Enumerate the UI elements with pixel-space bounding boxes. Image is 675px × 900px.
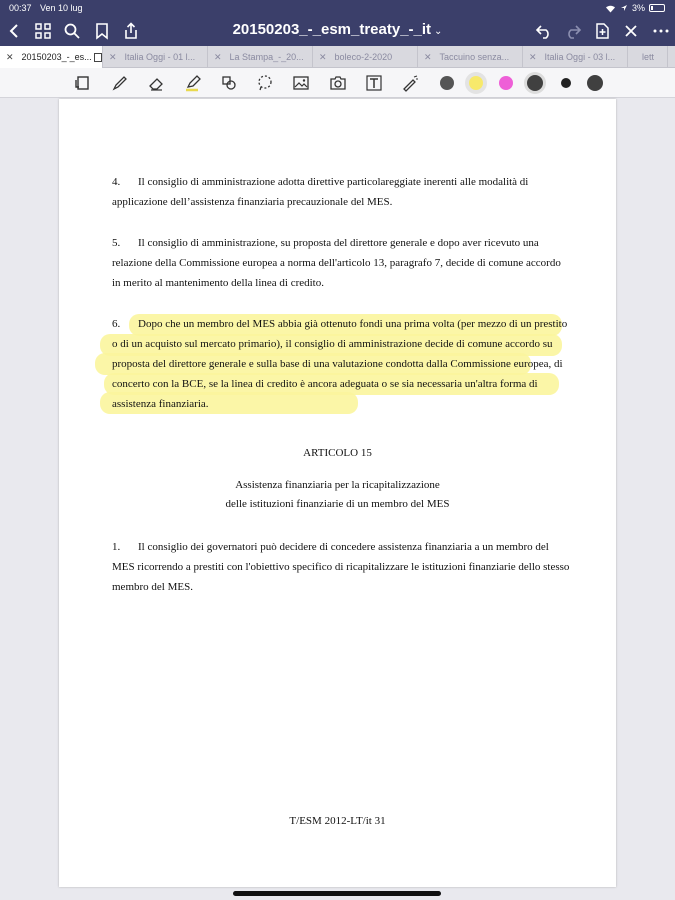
paragraph-text: Il consiglio di amministrazione adotta direttive particolareggiate inerenti alle modalità di applicazione dell’assistenza finanziaria precauzionale del MES. <box>112 176 529 208</box>
undo-button[interactable] <box>533 20 555 42</box>
redo-button[interactable] <box>562 20 584 42</box>
share-icon <box>122 22 140 40</box>
image-tool[interactable] <box>290 73 312 93</box>
paragraph-6 <box>112 314 572 414</box>
status-bar <box>0 3 675 15</box>
thickness-medium[interactable] <box>587 75 603 91</box>
close-icon <box>622 22 640 40</box>
bookmark-button[interactable] <box>91 20 113 42</box>
grid-view-button[interactable] <box>32 20 54 42</box>
close-button[interactable] <box>620 20 642 42</box>
close-tab-icon[interactable]: ✕ <box>214 51 222 62</box>
eraser-tool[interactable] <box>145 73 167 93</box>
document-title-text[interactable]: 20150203_-_esm_treaty_-_it <box>232 21 432 38</box>
lasso-tool[interactable] <box>254 73 276 93</box>
search-icon <box>63 22 81 40</box>
image-icon <box>292 74 310 92</box>
paragraph-1 <box>112 537 572 597</box>
add-page-button[interactable] <box>591 20 613 42</box>
paragraph-text: Il consiglio dei governatori può decidere di concedere assistenza finanziaria a un membro del MES ricorrendo a prestiti con l'obiettivo specifico di ricapitalizzare le istituzioni finanziarie dello stesso membro del MES. <box>112 541 570 593</box>
thickness-large[interactable] <box>527 75 543 91</box>
chevron-left-icon <box>6 22 24 40</box>
tab-label: 20150203_-_es... <box>21 52 92 62</box>
status-time: 00:37 <box>9 3 32 13</box>
paragraph-number: 4. <box>112 176 121 188</box>
highlighter-icon <box>184 74 202 92</box>
status-date: Ven 10 lug <box>40 3 83 13</box>
paragraph-number: 1. <box>112 541 121 553</box>
tab-bar <box>0 46 675 68</box>
more-icon <box>652 22 670 40</box>
thickness-small[interactable] <box>561 78 571 88</box>
title-chevron[interactable]: ⌄ <box>434 26 443 37</box>
paragraph-text: Dopo che un membro del MES abbia già ottenuto fondi una prima volta (per mezzo di un prestito o di un acquisto sul mercato primario), il consiglio di amministrazione decide di comune accordo su proposta del direttore generale e sulla base di una valutazione condotta dalla Commissione europea, di concerto con la BCE, se la linea di credito è ancora adeguata o se sia necessaria un'altra forma di assistenza finanziaria. <box>112 318 568 410</box>
status-right <box>605 3 665 13</box>
undo-icon <box>535 22 553 40</box>
tab-boleco[interactable] <box>313 46 418 68</box>
bookmark-icon <box>93 22 111 40</box>
lasso-icon <box>256 74 274 92</box>
tab-label: Italia Oggi - 01 l... <box>124 52 196 62</box>
color-swatch-pink[interactable] <box>499 76 513 90</box>
camera-tool[interactable] <box>327 73 349 93</box>
paragraph-text: Il consiglio di amministrazione, su proposta del direttore generale e dopo aver ricevuto una relazione della Commissione europea a norma dell'articolo 13, paragrafo 7, decide di comune accordo in merito al mantenimento della linea di credito. <box>112 237 561 289</box>
battery-icon <box>649 4 665 12</box>
laser-pointer-icon <box>401 74 419 92</box>
color-swatch-yellow[interactable] <box>469 76 483 90</box>
top-bar <box>0 0 675 46</box>
close-tab-icon[interactable]: ✕ <box>424 51 432 62</box>
shapes-tool[interactable] <box>218 73 240 93</box>
pen-tool[interactable] <box>109 73 131 93</box>
share-button[interactable] <box>120 20 142 42</box>
battery-percent: 3% <box>631 3 645 13</box>
close-tab-icon[interactable]: ✕ <box>319 51 327 62</box>
tab-label: Italia Oggi - 03 l... <box>544 52 616 62</box>
pen-icon <box>111 74 129 92</box>
camera-icon <box>329 74 347 92</box>
tab-italia-oggi-01[interactable] <box>103 46 208 68</box>
page-footer: T/ESM 2012-LT/it 31 <box>289 815 386 827</box>
tab-lett[interactable] <box>628 46 668 68</box>
location-icon <box>620 4 628 12</box>
article-subtitle-line-1: Assistenza finanziaria per la ricapitalizzazione <box>235 479 440 491</box>
back-button[interactable] <box>4 20 26 42</box>
close-tab-icon[interactable]: ✕ <box>529 51 537 62</box>
tab-italia-oggi-03[interactable] <box>523 46 628 68</box>
more-button[interactable] <box>650 20 672 42</box>
read-mode-tool[interactable] <box>71 73 93 93</box>
eraser-icon <box>147 74 165 92</box>
article-subtitle-line-2: delle istituzioni finanziarie di un membro del MES <box>225 498 450 510</box>
split-view-icon[interactable] <box>94 53 102 62</box>
paragraph-5 <box>112 233 572 293</box>
tab-label: lett <box>642 52 655 62</box>
paragraph-number: 6. <box>112 318 121 330</box>
text-tool[interactable] <box>363 73 385 93</box>
page-view-icon <box>73 74 91 92</box>
color-swatch-gray[interactable] <box>440 76 454 90</box>
paragraph-4 <box>112 172 572 212</box>
grid-icon <box>34 22 52 40</box>
laser-pointer-tool[interactable] <box>399 73 421 93</box>
tab-la-stampa[interactable] <box>208 46 313 68</box>
tab-label: Taccuino senza... <box>439 52 510 62</box>
annotation-toolbar <box>0 68 675 98</box>
tab-label: La Stampa_-_20... <box>229 52 304 62</box>
add-page-icon <box>593 22 611 40</box>
tab-esm-treaty[interactable] <box>0 46 103 68</box>
paragraph-number: 5. <box>112 237 121 249</box>
close-tab-icon[interactable]: ✕ <box>109 51 117 62</box>
highlighter-tool[interactable] <box>182 73 204 93</box>
pdf-page <box>59 99 616 887</box>
search-button[interactable] <box>61 20 83 42</box>
close-tab-icon[interactable]: ✕ <box>6 51 14 62</box>
text-box-icon <box>365 74 383 92</box>
home-indicator[interactable] <box>233 891 441 896</box>
redo-icon <box>564 22 582 40</box>
article-heading: ARTICOLO 15 <box>303 447 372 459</box>
shapes-icon <box>220 74 238 92</box>
wifi-icon <box>605 4 616 13</box>
tab-label: boleco-2-2020 <box>334 52 393 62</box>
tab-taccuino[interactable] <box>418 46 523 68</box>
